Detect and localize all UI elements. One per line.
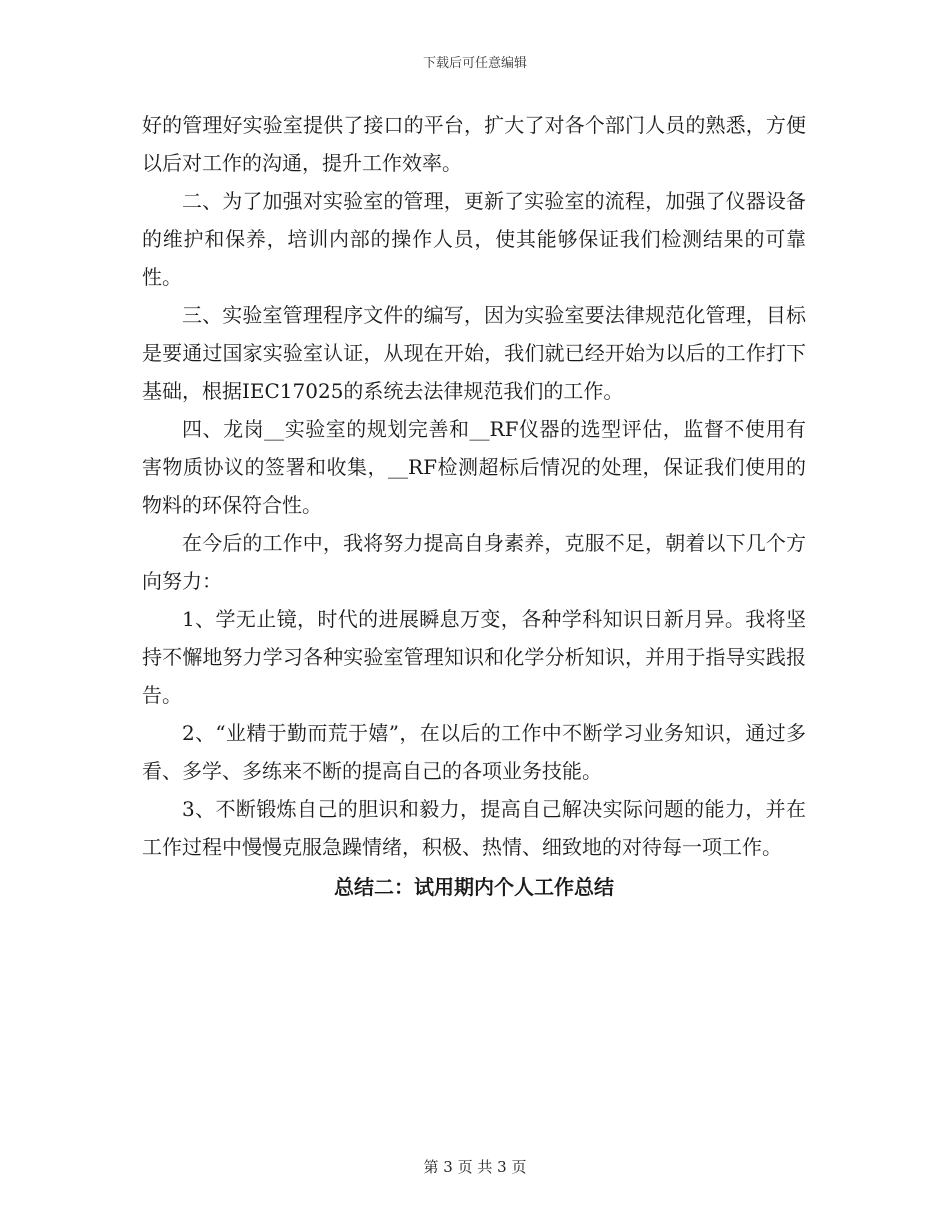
section-heading: 总结二：试用期内个人工作总结 xyxy=(334,875,614,899)
paragraph-goal-1: 1、学无止镜，时代的进展瞬息万变，各种学科知识日新月异。我将坚持不懈地努力学习各种实验室管理知识和化学分析知识，并用于指导实践报告。 xyxy=(142,607,806,707)
paragraph-item-4: 四、龙岗__实验室的规划完善和__RF仪器的选型评估，监督不使用有害物质协议的签署和收集，__RF检测超标后情况的处理，保证我们使用的物料的环保符合性。 xyxy=(142,417,806,517)
paragraph-goal-2: 2、“业精于勤而荒于嬉”，在以后的工作中不断学习业务知识，通过多看、多学、多练来不断的提高自己的各项业务技能。 xyxy=(142,721,806,783)
paragraph-item-3: 三、实验室管理程序文件的编写，因为实验室要法律规范化管理，目标是要通过国家实验室认证，从现在开始，我们就已经开始为以后的工作打下基础，根据IEC17025的系统去法律规范我们的工作。 xyxy=(142,303,806,403)
document-body xyxy=(142,106,806,906)
paragraph-goal-3: 3、不断锻炼自己的胆识和毅力，提高自己解决实际问题的能力，并在工作过程中慢慢克服急躁情绪，积极、热情、细致地的对待每一项工作。 xyxy=(142,797,806,859)
header-note: 下载后可任意编辑 xyxy=(422,56,527,71)
paragraph-item-2: 二、为了加强对实验室的管理，更新了实验室的流程，加强了仪器设备的维护和保养，培训内部的操作人员，使其能够保证我们检测结果的可靠性。 xyxy=(142,189,806,289)
paragraph-continuation: 好的管理好实验室提供了接口的平台，扩大了对各个部门人员的熟悉，方便以后对工作的沟通，提升工作效率。 xyxy=(142,113,806,175)
paragraph-intro-future: 在今后的工作中，我将努力提高自身素养，克服不足，朝着以下几个方向努力： xyxy=(142,531,806,593)
page-number: 第 3 页 共 3 页 xyxy=(423,1158,527,1176)
